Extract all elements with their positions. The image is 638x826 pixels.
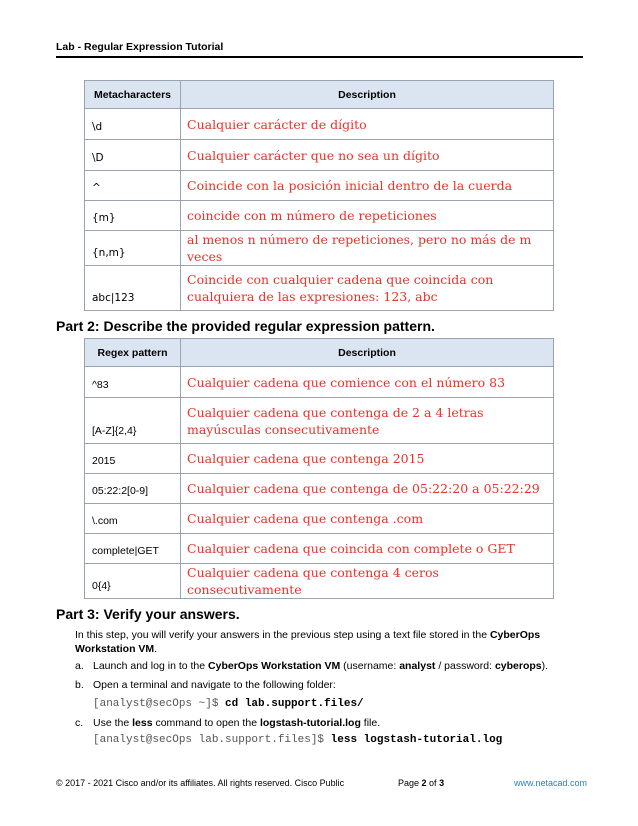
step-c-text [93, 717, 380, 729]
shell-command: less logstash-tutorial.log [330, 734, 503, 746]
table-row [85, 474, 554, 504]
step-text-part: file. [360, 717, 381, 729]
part-2-heading: Part 2: Describe the provided regular expression pattern. [56, 318, 435, 334]
step-text-part: Launch and log in to the [93, 660, 209, 672]
description-cell: al menos n número de repeticiones, pero no más de m veces [181, 231, 554, 266]
intro-bold-text: CyberOps Workstation VM [75, 629, 541, 655]
description-cell: Cualquier cadena que comience con el número 83 [181, 367, 554, 398]
step-text-part: / password: [435, 660, 495, 672]
step-bold-part: less [132, 717, 153, 729]
metacharacter-cell: {m} [85, 201, 181, 231]
table-row [85, 109, 554, 140]
page-of: of [426, 778, 440, 788]
regex-pattern-cell: 2015 [85, 444, 181, 474]
table-row [85, 398, 554, 444]
regex-pattern-cell: ^83 [85, 367, 181, 398]
column-header: Description [181, 81, 554, 109]
table-row [85, 266, 554, 311]
footer-page-number [398, 778, 444, 788]
step-text-part: ). [541, 660, 549, 672]
table-row [85, 534, 554, 564]
table-header-row [85, 81, 554, 109]
command-line-b [93, 698, 364, 710]
command-line-c [93, 734, 502, 746]
metacharacter-cell: abc|123 [85, 266, 181, 311]
step-a-text [93, 660, 548, 672]
table-row [85, 504, 554, 534]
description-cell: Cualquier carácter que no sea un dígito [181, 140, 554, 171]
metacharacter-cell: ^ [85, 171, 181, 201]
shell-command: cd lab.support.files/ [225, 698, 364, 710]
description-cell: Coincide con la posición inicial dentro de la cuerda [181, 171, 554, 201]
part-3-intro [75, 628, 575, 656]
description-cell: coincide con m número de repeticiones [181, 201, 554, 231]
description-cell: Cualquier cadena que contenga 2015 [181, 444, 554, 474]
table-row [85, 564, 554, 599]
table-row [85, 231, 554, 266]
table-row [85, 367, 554, 398]
table-row [85, 140, 554, 171]
table-row [85, 201, 554, 231]
step-text-part: Use the [93, 717, 133, 729]
description-cell: Cualquier cadena que contenga de 2 a 4 letras mayúsculas consecutivamente [181, 398, 554, 444]
metacharacters-table [84, 80, 554, 311]
table-row [85, 171, 554, 201]
regex-pattern-cell: \.com [85, 504, 181, 534]
description-cell: Cualquier cadena que contenga .com [181, 504, 554, 534]
description-cell: Cualquier carácter de dígito [181, 109, 554, 140]
regex-pattern-cell: 05:22:2[0-9] [85, 474, 181, 504]
regex-pattern-cell: complete|GET [85, 534, 181, 564]
part-3-heading: Part 3: Verify your answers. [56, 606, 240, 622]
regex-pattern-cell: [A-Z]{2,4} [85, 398, 181, 444]
step-bold-part: cyberops [494, 660, 542, 672]
description-cell: Cualquier cadena que contenga 4 ceros consecutivamente [181, 564, 554, 599]
step-text-part: (username: [340, 660, 400, 672]
step-text-part: command to open the [152, 717, 260, 729]
metacharacter-cell: {n,m} [85, 231, 181, 266]
footer-link[interactable]: www.netacad.com [514, 778, 588, 788]
step-b-letter: b. [75, 679, 84, 691]
intro-text-end: . [154, 643, 158, 655]
intro-text: In this step, you will verify your answers in the previous step using a text file stored in the [75, 629, 490, 641]
step-b-text: Open a terminal and navigate to the following folder: [93, 679, 336, 691]
step-bold-part: CyberOps Workstation VM [208, 660, 341, 672]
step-bold-part: analyst [399, 660, 436, 672]
column-header: Description [181, 339, 554, 367]
page-total: 3 [439, 778, 445, 788]
description-cell: Coincide con cualquier cadena que coincida con cualquiera de las expresiones: 123, abc [181, 266, 554, 311]
shell-prompt: [analyst@secOps ~]$ [93, 698, 226, 710]
page-label: Page [398, 778, 422, 788]
column-header: Metacharacters [85, 81, 181, 109]
page-current: 2 [421, 778, 427, 788]
step-bold-part: logstash-tutorial.log [259, 717, 361, 729]
shell-prompt: [analyst@secOps lab.support.files]$ [93, 734, 331, 746]
table-row [85, 444, 554, 474]
footer-copyright: © 2017 - 2021 Cisco and/or its affiliates. All rights reserved. Cisco Public [56, 778, 345, 788]
description-cell: Cualquier cadena que coincida con complete o GET [181, 534, 554, 564]
regex-pattern-table [84, 338, 554, 599]
metacharacter-cell: \d [85, 109, 181, 140]
step-c-letter: c. [75, 717, 84, 729]
page-header-title: Lab - Regular Expression Tutorial [56, 41, 224, 53]
step-a-letter: a. [75, 660, 84, 672]
table-header-row [85, 339, 554, 367]
column-header: Regex pattern [85, 339, 181, 367]
description-cell: Cualquier cadena que contenga de 05:22:20 a 05:22:29 [181, 474, 554, 504]
metacharacter-cell: \D [85, 140, 181, 171]
regex-pattern-cell: 0{4} [85, 564, 181, 599]
header-divider [56, 56, 583, 58]
